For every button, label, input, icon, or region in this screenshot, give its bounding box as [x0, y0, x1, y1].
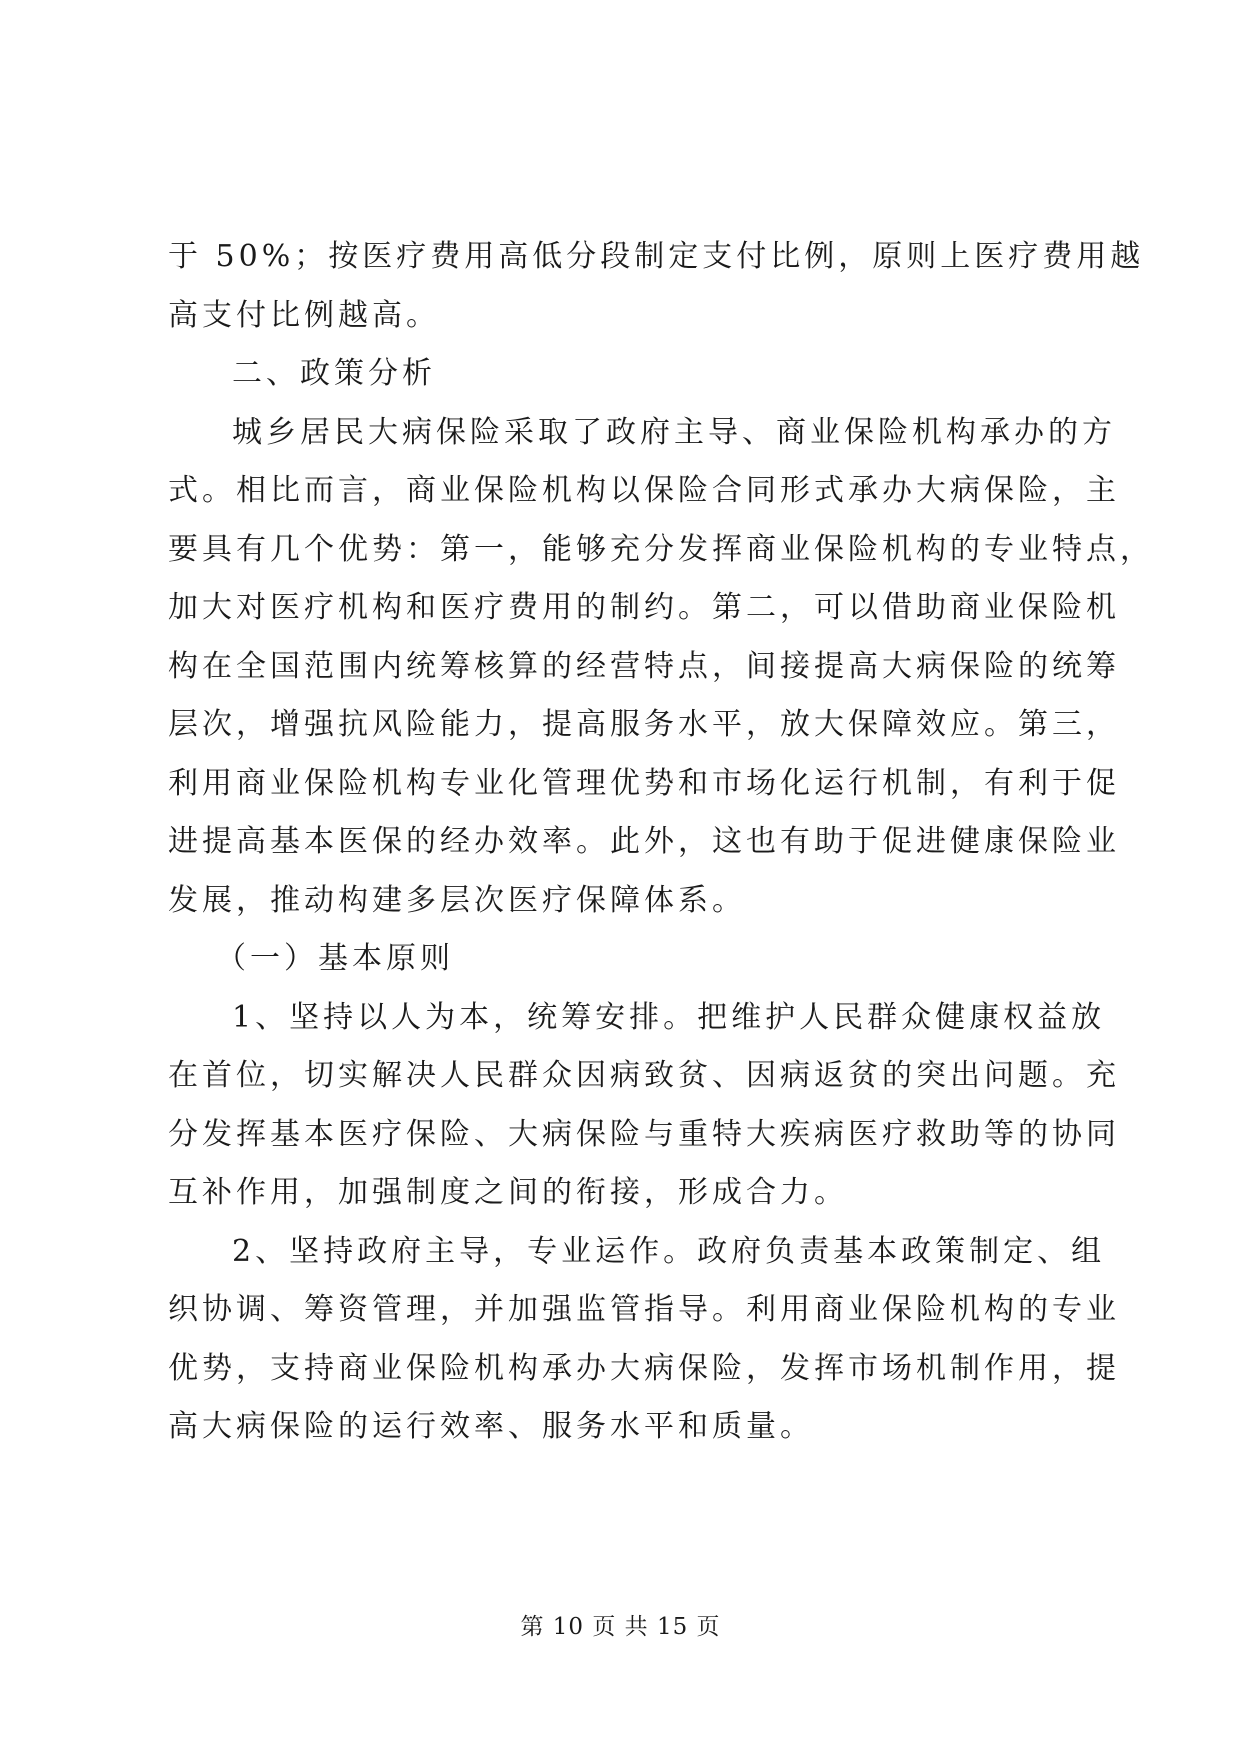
subsection-heading: （一）基本原则: [216, 941, 454, 976]
text-line: 利用商业保险机构专业化管理优势和市场化运行机制，有利于促: [168, 765, 1120, 801]
section-heading: 二、政策分析: [232, 356, 436, 391]
text-line: 在首位，切实解决人民群众因病致贫、因病返贫的突出问题。充: [168, 1058, 1120, 1093]
body-text: [168, 228, 1154, 1457]
text-line: 分发挥基本医疗保险、大病保险与重特大疾病医疗救助等的协同: [168, 1116, 1120, 1152]
text-line: 于 50%；按医疗费用高低分段制定支付比例，原则上医疗费用越: [168, 239, 1145, 274]
text-line: 城乡居民大病保险采取了政府主导、商业保险机构承办的方: [232, 414, 1116, 450]
page-number-footer: 第 10 页 共 15 页: [520, 1614, 721, 1640]
text-line: 发展，推动构建多层次医疗保障体系。: [168, 882, 746, 918]
text-line: 织协调、筹资管理，并加强监管指导。利用商业保险机构的专业: [168, 1292, 1120, 1327]
text-line: 高支付比例越高。: [168, 297, 440, 333]
text-line: 高大病保险的运行效率、服务水平和质量。: [168, 1409, 814, 1444]
text-line: 2、坚持政府主导，专业运作。政府负责基本政策制定、组: [232, 1233, 1106, 1269]
text-line: 层次，增强抗风险能力，提高服务水平，放大保障效应。第三，: [168, 707, 1120, 742]
text-line: 互补作用，加强制度之间的衔接，形成合力。: [168, 1175, 848, 1210]
text-line: 要具有几个优势：第一，能够充分发挥商业保险机构的专业特点，: [168, 531, 1154, 567]
text-line: 构在全国范围内统筹核算的经营特点，间接提高大病保险的统筹: [168, 648, 1120, 684]
text-line: 进提高基本医保的经办效率。此外，这也有助于促进健康保险业: [168, 824, 1120, 859]
text-line: 式。相比而言，商业保险机构以保险合同形式承办大病保险，主: [168, 473, 1120, 508]
text-line: 加大对医疗机构和医疗费用的制约。第二，可以借助商业保险机: [168, 590, 1120, 625]
text-line: 1、坚持以人为本，统筹安排。把维护人民群众健康权益放: [232, 999, 1106, 1035]
text-line: 优势，支持商业保险机构承办大病保险，发挥市场机制作用，提: [168, 1350, 1120, 1386]
